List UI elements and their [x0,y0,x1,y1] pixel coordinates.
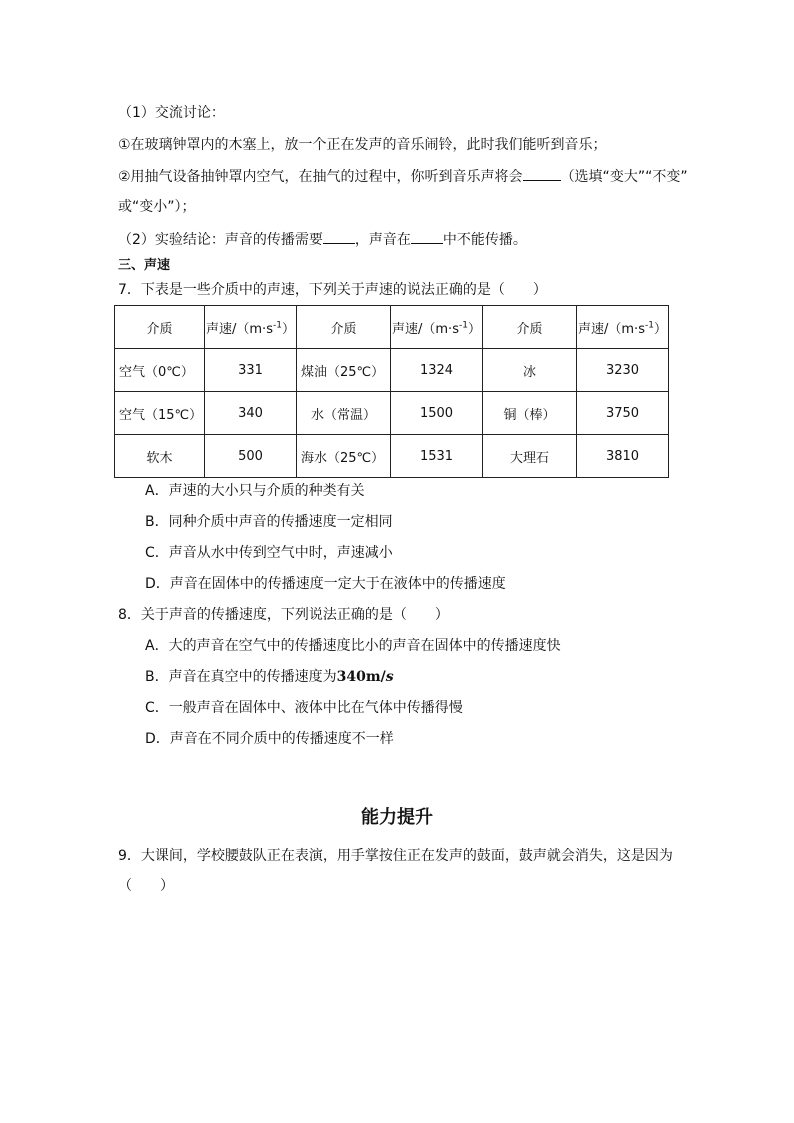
table-cell: 3230 [577,349,669,392]
q7-option-d[interactable]: D．声音在固体中的传播速度一定大于在液体中的传播速度 [145,576,506,592]
sound-speed-table [114,305,669,478]
table-cell: 500 [205,435,297,478]
header-speed: 声速$/(m\cdot s^{-1})$ [577,306,669,349]
q8-option-b[interactable] [145,667,394,687]
table-cell: 空气（0℃） [115,349,205,392]
table-cell: 1500 [391,392,483,435]
ability-section-title: 能力提升 [361,807,433,828]
experiment-conclusion [118,229,527,250]
table-cell: 1324 [391,349,483,392]
table-cell: 冰 [483,349,577,392]
table-cell: 软木 [115,435,205,478]
header-medium: 介质 [483,306,577,349]
table-cell: 340 [205,392,297,435]
table-cell: 空气（15℃） [115,392,205,435]
table-row [115,349,669,392]
header-speed: 声速$/(m\cdot s^{-1})$ [205,306,297,349]
q7-option-a[interactable]: A．声速的大小只与介质的种类有关 [145,483,365,499]
table-cell: 1531 [391,435,483,478]
table-cell: 3810 [577,435,669,478]
table-cell: 3750 [577,392,669,435]
q7-option-b[interactable]: B．同种介质中声音的传播速度一定相同 [145,514,393,530]
header-speed: 声速$/(m\cdot s^{-1})$ [391,306,483,349]
table-row [115,392,669,435]
table-cell: 331 [205,349,297,392]
q8-option-d[interactable]: D．声音在不同介质中的传播速度不一样 [145,731,394,747]
q8-option-a[interactable]: A．大的声音在空气中的传播速度比小的声音在固体中的传播速度快 [145,638,561,654]
table-header-row [115,306,669,349]
q9-stem-cont: （ ） [118,878,174,894]
answer-blank-medium[interactable] [323,229,355,244]
header-medium: 介质 [115,306,205,349]
conclusion-text-c: 中不能传播。 [442,232,527,248]
step2-text-b: （选填“变大”“不变” [560,169,688,185]
conclusion-text-b: ，声音在 [354,232,411,248]
q7-stem: 7．下表是一些介质中的声速，下列关于声速的说法正确的是（ ） [118,282,547,298]
table-cell: 大理石 [483,435,577,478]
table-cell: 海水（25℃） [297,435,391,478]
q9-stem: 9．大课间，学校腰鼓队正在表演，用手掌按住正在发声的鼓面，鼓声就会消失，这是因为 [118,848,673,864]
answer-blank-vacuum[interactable] [411,229,443,244]
table-cell: 煤油（25℃） [297,349,391,392]
conclusion-text-a: （2）实验结论：声音的传播需要 [118,232,323,248]
speed-formula: 340m/s [336,669,394,685]
header-medium: 介质 [297,306,391,349]
answer-blank-volume[interactable] [523,166,561,181]
table-row [115,435,669,478]
discussion-step-2 [118,166,688,187]
table-cell: 水（常温） [297,392,391,435]
table-cell: 铜（棒） [483,392,577,435]
q8-option-c[interactable]: C．一般声音在固体中、液体中比在气体中传播得慢 [145,700,463,716]
discussion-heading: （1）交流讨论： [118,105,225,121]
q7-option-c[interactable]: C．声音从水中传到空气中时，声速减小 [145,545,393,561]
discussion-step-1: ①在玻璃钟罩内的木塞上，放一个正在发声的音乐闹铃，此时我们能听到音乐； [118,137,607,153]
discussion-step-2-cont: 或“变小”）； [118,199,196,215]
q8-option-b-text: B．声音在真空中的传播速度为 [145,669,337,685]
section-3-title: 三、声速 [118,258,171,273]
step2-text-a: ②用抽气设备抽钟罩内空气，在抽气的过程中，你听到音乐声将会 [118,169,523,185]
q8-stem: 8．关于声音的传播速度，下列说法正确的是（ ） [118,607,449,623]
